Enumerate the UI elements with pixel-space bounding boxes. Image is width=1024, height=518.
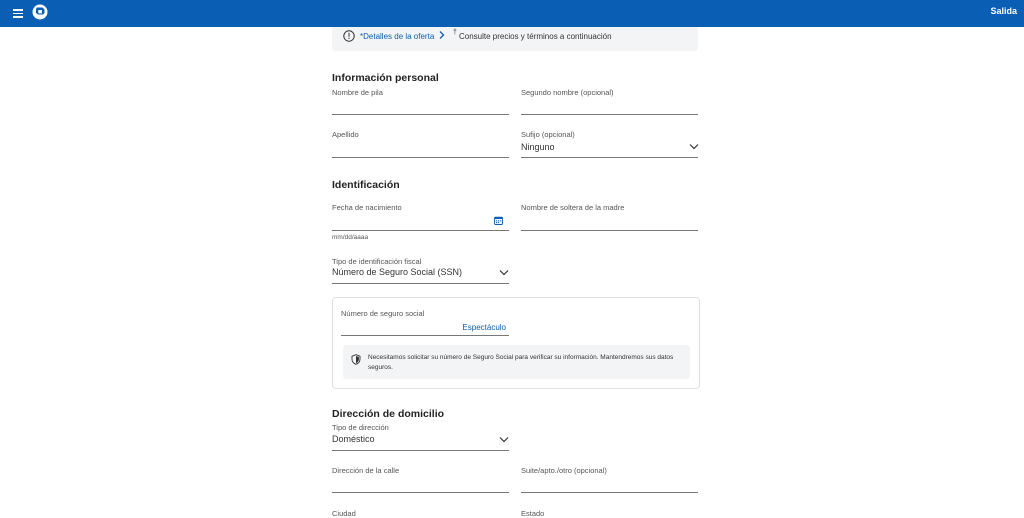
chevron-down-icon[interactable] — [499, 269, 509, 276]
chevron-right-icon[interactable] — [438, 30, 446, 40]
maiden-name-field[interactable] — [521, 230, 698, 231]
exit-button[interactable]: Salida — [990, 6, 1017, 16]
street-label: Dirección de la calle — [332, 466, 400, 475]
address-type-select[interactable]: Doméstico — [332, 434, 375, 444]
calendar-icon[interactable] — [494, 216, 503, 225]
maiden-name-label: Nombre de soltera de la madre — [521, 203, 625, 212]
city-label: Ciudad — [332, 509, 356, 518]
section-title-identification: Identificación — [332, 179, 400, 191]
address-type-underline — [332, 450, 509, 451]
dob-label: Fecha de nacimiento — [332, 203, 402, 212]
suffix-label: Sufijo (opcional) — [521, 130, 575, 139]
dob-field[interactable] — [332, 230, 509, 231]
address-type-label: Tipo de dirección — [332, 423, 389, 432]
menu-icon[interactable] — [13, 7, 23, 19]
chevron-down-icon[interactable] — [499, 436, 509, 443]
ssn-show-button[interactable]: Espectáculo — [462, 323, 506, 332]
section-title-personal: Información personal — [332, 72, 439, 84]
last-name-label: Apellido — [332, 130, 359, 139]
tax-id-type-label: Tipo de identificación fiscal — [332, 257, 422, 266]
ssn-security-note — [343, 345, 690, 379]
ssn-label: Número de seguro social — [341, 309, 425, 318]
ssn-note-text: Necesitamos solicitar su número de Seguro Social para verificar su información. Mantendremos sus datos seguros. — [368, 354, 674, 371]
chevron-down-icon[interactable] — [689, 143, 699, 150]
offer-note: Consulte precios y términos a continuación — [459, 32, 612, 41]
top-bar — [0, 0, 1024, 27]
middle-name-label: Segundo nombre (opcional) — [521, 88, 614, 97]
street-field[interactable] — [332, 492, 509, 493]
offer-details-link[interactable]: *Detalles de la oferta — [360, 32, 435, 41]
offer-details-banner — [332, 27, 698, 51]
ssn-field[interactable] — [341, 335, 509, 336]
suite-field[interactable] — [521, 492, 698, 493]
suite-label: Suite/apto./otro (opcional) — [521, 466, 607, 475]
dagger-mark: † — [453, 29, 457, 36]
section-title-address: Dirección de domicilio — [332, 408, 445, 420]
middle-name-field[interactable] — [521, 114, 698, 115]
tax-id-type-select[interactable]: Número de Seguro Social (SSN) — [332, 267, 463, 277]
suffix-select[interactable]: Ninguno — [521, 142, 555, 152]
suffix-underline — [521, 157, 698, 158]
shield-icon — [351, 354, 361, 365]
first-name-field[interactable] — [332, 114, 509, 115]
tax-id-type-underline — [332, 283, 509, 284]
first-name-label: Nombre de pila — [332, 88, 383, 97]
last-name-field[interactable] — [332, 157, 509, 158]
dob-hint: mm/dd/aaaa — [332, 234, 369, 241]
ssn-card — [332, 297, 700, 389]
logo-icon[interactable] — [32, 4, 48, 20]
state-label: Estado — [521, 509, 545, 518]
info-icon — [343, 30, 355, 42]
